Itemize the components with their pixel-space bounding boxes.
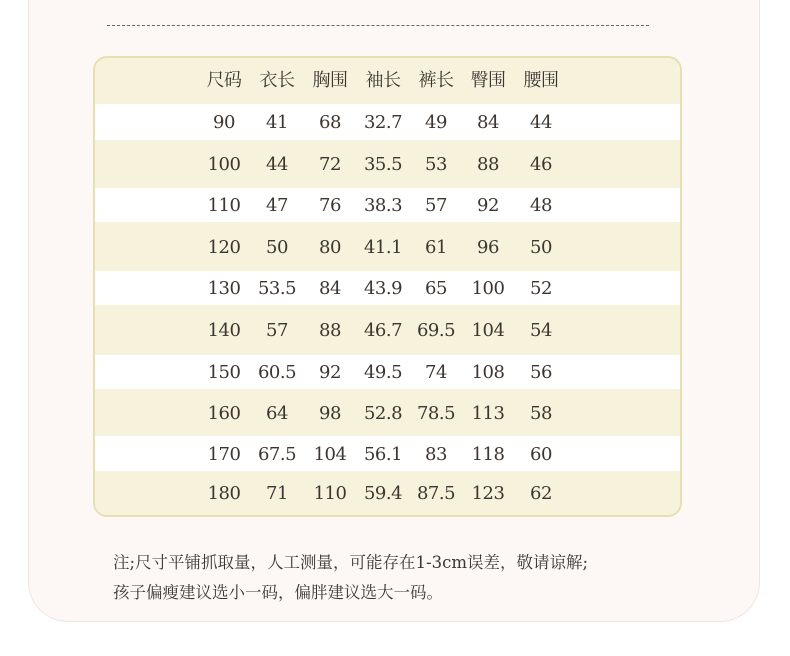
- table-cell: 44: [530, 112, 552, 133]
- table-row: [95, 471, 680, 515]
- note-line-1: 注;尺寸平铺抓取量，人工测量，可能存在1-3cm误差，敬请谅解;: [113, 553, 589, 572]
- table-cell: 61: [425, 236, 447, 258]
- table-cell: 54: [530, 320, 552, 341]
- table-row: [95, 140, 680, 188]
- table-cell: 56: [530, 362, 552, 383]
- table-cell: 38.3: [363, 195, 403, 216]
- table-cell: 56.1: [363, 443, 403, 465]
- table-cell: 72: [319, 154, 341, 175]
- table-cell: 78.5: [416, 402, 456, 424]
- table-cell: 88: [477, 154, 499, 175]
- table-cell: 68: [319, 112, 341, 133]
- table-cell: 47: [266, 195, 288, 216]
- size-table: [93, 56, 682, 517]
- note-line-2: 孩子偏瘦建议选小一码，偏胖建议选大一码。: [113, 583, 443, 602]
- table-cell: 60: [530, 443, 552, 465]
- table-row: [95, 436, 680, 471]
- table-cell: 84: [319, 278, 341, 299]
- table-cell: 130: [207, 278, 241, 299]
- table-cell: 104: [471, 320, 505, 341]
- table-cell: 118: [471, 443, 505, 465]
- table-cell: 180: [207, 483, 241, 504]
- table-cell: 60.5: [257, 362, 297, 383]
- sleeve-header: 袖长: [365, 70, 401, 91]
- table-cell: 100: [207, 154, 241, 175]
- table-cell: 35.5: [363, 154, 403, 175]
- table-cell: 49.5: [363, 362, 403, 383]
- table-cell: 53.5: [257, 278, 297, 299]
- table-cell: 59.4: [363, 483, 403, 504]
- table-cell: 67.5: [257, 443, 297, 465]
- table-cell: 80: [319, 236, 341, 258]
- table-cell: 53: [425, 154, 447, 175]
- table-cell: 48: [530, 195, 552, 216]
- table-cell: 71: [266, 483, 288, 504]
- table-cell: 120: [207, 236, 241, 258]
- hip-header: 臀围: [470, 70, 506, 91]
- table-cell: 52: [530, 278, 552, 299]
- table-cell: 170: [207, 443, 241, 465]
- chest-header: 胸围: [312, 70, 348, 91]
- table-cell: 83: [425, 443, 447, 465]
- table-cell: 46.7: [363, 320, 403, 341]
- table-row: [95, 389, 680, 436]
- table-cell: 32.7: [363, 112, 403, 133]
- table-cell: 110: [313, 483, 347, 504]
- table-cell: 87.5: [416, 483, 456, 504]
- table-row: [95, 188, 680, 222]
- table-row: [95, 271, 680, 305]
- table-cell: 84: [477, 112, 499, 133]
- table-cell: 49: [425, 112, 447, 133]
- table-cell: 92: [477, 195, 499, 216]
- table-cell: 65: [425, 278, 447, 299]
- table-cell: 104: [313, 443, 347, 465]
- table-cell: 108: [471, 362, 505, 383]
- table-cell: 100: [471, 278, 505, 299]
- table-cell: 62: [530, 483, 552, 504]
- table-cell: 50: [530, 236, 552, 258]
- table-cell: 43.9: [363, 278, 403, 299]
- table-cell: 57: [266, 320, 288, 341]
- table-row: [95, 222, 680, 271]
- table-cell: 113: [471, 402, 505, 424]
- table-cell: 41: [266, 112, 288, 133]
- table-cell: 96: [477, 236, 499, 258]
- size-header: 尺码: [206, 70, 242, 91]
- table-cell: 58: [530, 402, 552, 424]
- table-cell: 123: [471, 483, 505, 504]
- table-cell: 64: [266, 402, 288, 424]
- table-cell: 44: [266, 154, 288, 175]
- table-cell: 160: [207, 402, 241, 424]
- table-cell: 150: [207, 362, 241, 383]
- table-cell: 98: [319, 402, 341, 424]
- table-cell: 41.1: [363, 236, 403, 258]
- table-cell: 46: [530, 154, 552, 175]
- table-header-row: [95, 58, 680, 104]
- table-cell: 88: [319, 320, 341, 341]
- table-cell: 52.8: [363, 402, 403, 424]
- table-cell: 69.5: [416, 320, 456, 341]
- table-cell: 92: [319, 362, 341, 383]
- dashed-divider: [107, 25, 649, 26]
- waist-header: 腰围: [523, 70, 559, 91]
- table-row: [95, 355, 680, 389]
- table-cell: 90: [213, 112, 235, 133]
- table-row: [95, 305, 680, 355]
- table-cell: 74: [425, 362, 447, 383]
- table-row: [95, 104, 680, 140]
- pants-length-header: 裤长: [418, 70, 454, 91]
- table-cell: 50: [266, 236, 288, 258]
- table-cell: 57: [425, 195, 447, 216]
- table-cell: 140: [207, 320, 241, 341]
- length-header: 衣长: [259, 70, 295, 91]
- table-cell: 110: [207, 195, 241, 216]
- table-cell: 76: [319, 195, 341, 216]
